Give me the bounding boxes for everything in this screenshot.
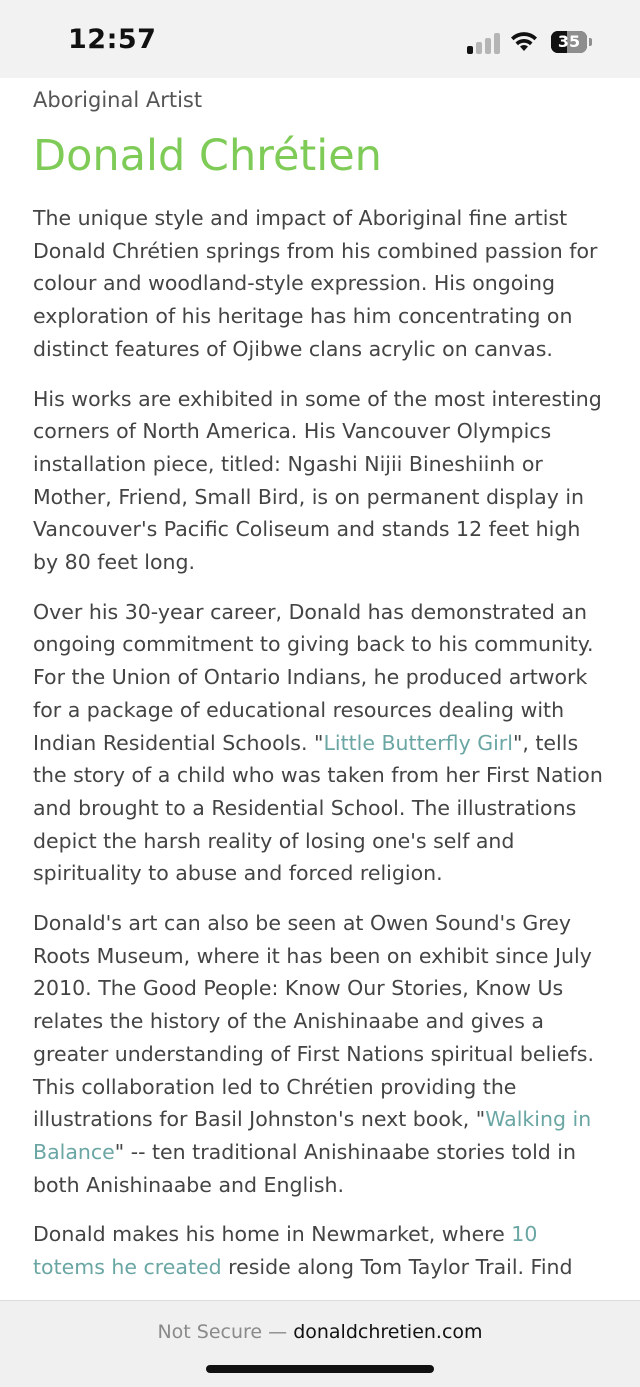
url-display[interactable] bbox=[0, 1321, 640, 1343]
career-text-after: ", tells the story of a child who was taken from her First Nation and brought to a Residential School. The illustrations depict the harsh reality of losing one's self and spirituality to abuse and forced religion. bbox=[33, 730, 603, 886]
status-bar bbox=[0, 0, 640, 78]
paragraph-career bbox=[33, 596, 608, 890]
paragraph-museum bbox=[33, 907, 608, 1201]
paragraph-intro: The unique style and impact of Aboriginal fine artist Donald Chrétien springs from his combined passion for colour and woodland-style expression. His ongoing exploration of his heritage has him concentrating on distinct features of Ojibwe clans acrylic on canvas. bbox=[33, 206, 598, 361]
link-walking-in-balance[interactable]: Walking in Balance bbox=[33, 1107, 592, 1164]
link-little-butterfly-girl[interactable]: Little Butterfly Girl bbox=[323, 730, 513, 755]
museum-text-after: " -- ten traditional Anishinaabe stories told in both Anishinaabe and English. bbox=[33, 1139, 576, 1197]
battery-level: 35 bbox=[557, 32, 581, 51]
home-text-after: reside along Tom Taylor Trail. Find bbox=[221, 1255, 573, 1280]
paragraph-home bbox=[33, 1218, 608, 1283]
battery-nub bbox=[589, 38, 592, 46]
status-time: 12:57 bbox=[68, 24, 157, 55]
career-text-before: Over his 30-year career, Donald has demonstrated an ongoing commitment to giving back to his community. For the Union of Ontario Indians, he produced artwork for a package of educational resources dealing with Indian Residential Schools. " bbox=[33, 599, 594, 755]
page-title: Donald Chrétien bbox=[33, 131, 382, 181]
browser-address-bar[interactable] bbox=[0, 1300, 640, 1387]
link-totems[interactable]: 10 totems he created bbox=[33, 1222, 538, 1280]
museum-text-before: Donald's art can also be seen at Owen Sound's Grey Roots Museum, where it has been on exhibit since July 2010. The Good People: Know Our Stories, Know Us relates the history of the Anishinaabe and gives a greater understanding of First Nations spiritual beliefs. This collaboration led to Chrétien providing the illustrations for Basil Johnston's next book, " bbox=[33, 911, 594, 1132]
home-text-before: Donald makes his home in Newmarket, where bbox=[33, 1222, 512, 1247]
home-indicator[interactable] bbox=[206, 1365, 434, 1373]
cellular-signal-icon bbox=[467, 32, 501, 54]
battery-icon bbox=[551, 31, 587, 53]
security-label: Not Secure — bbox=[157, 1321, 288, 1343]
paragraph-exhibits: His works are exhibited in some of the most interesting corners of North America. His Vancouver Olympics installation piece, titled: Ngashi Nijii Bineshiinh or Mother, Friend, Small Bird, is on permanent display in Vancouver's Pacific Coliseum and stands 12 feet high by 80 feet long. bbox=[33, 386, 602, 575]
domain-label: donaldchretien.com bbox=[293, 1321, 483, 1343]
article bbox=[33, 84, 608, 1301]
wifi-icon bbox=[509, 29, 539, 53]
article-category: Aboriginal Artist bbox=[33, 88, 203, 112]
